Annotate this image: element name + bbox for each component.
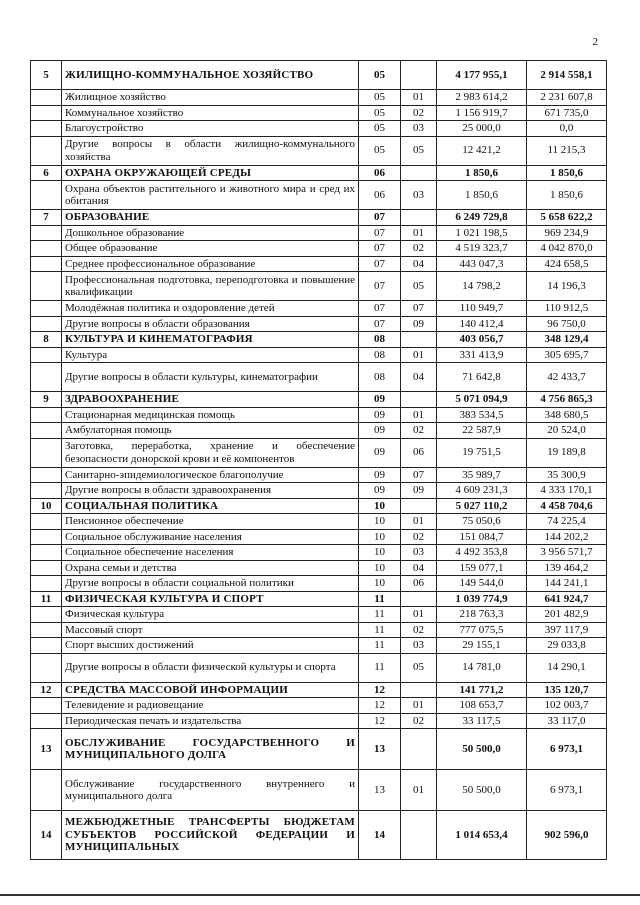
table-row (31, 622, 607, 638)
row-name: Дошкольное образование (62, 225, 359, 241)
row-name: Профессиональная подготовка, переподготовка и повышение квалификации (62, 272, 359, 301)
row-number (31, 241, 62, 257)
subsection-code: 02 (401, 529, 437, 545)
planned-amount: 4 492 353,8 (437, 545, 527, 561)
row-name: Охрана объектов растительного и животного мира и сред их обитания (62, 181, 359, 210)
table-row (31, 316, 607, 332)
subsection-code (401, 591, 437, 607)
table-row (31, 770, 607, 811)
planned-amount: 108 653,7 (437, 698, 527, 714)
row-name: Пенсионное обеспечение (62, 514, 359, 530)
subsection-code: 03 (401, 545, 437, 561)
row-number (31, 407, 62, 423)
row-number (31, 638, 62, 654)
table-row (31, 638, 607, 654)
row-name: ОБСЛУЖИВАНИЕ ГОСУДАРСТВЕННОГО И МУНИЦИПАЛЬНОГО ДОЛГА (62, 729, 359, 770)
table-row (31, 90, 607, 106)
section-code: 08 (359, 363, 401, 392)
planned-amount: 1 039 774,9 (437, 591, 527, 607)
subsection-code: 01 (401, 770, 437, 811)
row-number (31, 467, 62, 483)
row-number (31, 653, 62, 682)
row-number (31, 529, 62, 545)
row-number (31, 514, 62, 530)
actual-amount: 14 290,1 (527, 653, 607, 682)
subsection-code (401, 682, 437, 698)
section-code: 10 (359, 576, 401, 592)
planned-amount: 443 047,3 (437, 256, 527, 272)
subsection-code (401, 392, 437, 408)
subsection-code: 07 (401, 467, 437, 483)
section-row (31, 811, 607, 860)
planned-amount: 141 771,2 (437, 682, 527, 698)
planned-amount: 35 989,7 (437, 467, 527, 483)
actual-amount: 33 117,0 (527, 713, 607, 729)
row-name: Физическая культура (62, 607, 359, 623)
table-row (31, 529, 607, 545)
row-name: Массовый спорт (62, 622, 359, 638)
row-name: Охрана семьи и детства (62, 560, 359, 576)
section-code: 07 (359, 210, 401, 226)
subsection-code (401, 210, 437, 226)
row-number: 13 (31, 729, 62, 770)
actual-amount: 144 241,1 (527, 576, 607, 592)
row-name: Среднее профессиональное образование (62, 256, 359, 272)
planned-amount: 403 056,7 (437, 332, 527, 348)
section-code: 09 (359, 467, 401, 483)
subsection-code: 01 (401, 225, 437, 241)
subsection-code: 02 (401, 713, 437, 729)
subsection-code: 05 (401, 653, 437, 682)
planned-amount: 149 544,0 (437, 576, 527, 592)
row-number (31, 560, 62, 576)
subsection-code: 05 (401, 272, 437, 301)
row-number (31, 136, 62, 165)
table-row (31, 607, 607, 623)
table-row (31, 438, 607, 467)
table-row (31, 136, 607, 165)
actual-amount: 139 464,2 (527, 560, 607, 576)
actual-amount: 397 117,9 (527, 622, 607, 638)
row-number (31, 607, 62, 623)
subsection-code: 01 (401, 90, 437, 106)
actual-amount: 19 189,8 (527, 438, 607, 467)
actual-amount: 110 912,5 (527, 301, 607, 317)
section-code: 12 (359, 713, 401, 729)
row-name: ЗДРАВООХРАНЕНИЕ (62, 392, 359, 408)
subsection-code: 06 (401, 576, 437, 592)
planned-amount: 5 027 110,2 (437, 498, 527, 514)
row-name: СРЕДСТВА МАССОВОЙ ИНФОРМАЦИИ (62, 682, 359, 698)
row-name: ЖИЛИЩНО-КОММУНАЛЬНОЕ ХОЗЯЙСТВО (62, 61, 359, 90)
section-row (31, 392, 607, 408)
actual-amount: 3 956 571,7 (527, 545, 607, 561)
table-row (31, 560, 607, 576)
section-code: 05 (359, 105, 401, 121)
row-number (31, 181, 62, 210)
section-code: 11 (359, 638, 401, 654)
subsection-code: 02 (401, 241, 437, 257)
row-number (31, 316, 62, 332)
actual-amount: 201 482,9 (527, 607, 607, 623)
actual-amount: 4 333 170,1 (527, 483, 607, 499)
row-name: Молодёжная политика и оздоровление детей (62, 301, 359, 317)
table-row (31, 121, 607, 137)
planned-amount: 33 117,5 (437, 713, 527, 729)
section-code: 14 (359, 811, 401, 860)
section-code: 05 (359, 61, 401, 90)
row-number (31, 576, 62, 592)
section-row (31, 61, 607, 90)
row-name: Жилищное хозяйство (62, 90, 359, 106)
actual-amount: 96 750,0 (527, 316, 607, 332)
subsection-code (401, 332, 437, 348)
planned-amount: 14 798,2 (437, 272, 527, 301)
actual-amount: 29 033,8 (527, 638, 607, 654)
row-number: 7 (31, 210, 62, 226)
section-code: 12 (359, 682, 401, 698)
table-row (31, 105, 607, 121)
row-name: Другие вопросы в области образования (62, 316, 359, 332)
table-row (31, 653, 607, 682)
row-number (31, 483, 62, 499)
subsection-code: 04 (401, 256, 437, 272)
table-row (31, 256, 607, 272)
section-row (31, 332, 607, 348)
section-code: 05 (359, 90, 401, 106)
actual-amount: 102 003,7 (527, 698, 607, 714)
planned-amount: 383 534,5 (437, 407, 527, 423)
section-row (31, 498, 607, 514)
section-code: 09 (359, 438, 401, 467)
row-name: Другие вопросы в области социальной политики (62, 576, 359, 592)
section-code: 05 (359, 136, 401, 165)
row-name: КУЛЬТУРА И КИНЕМАТОГРАФИЯ (62, 332, 359, 348)
section-code: 08 (359, 332, 401, 348)
actual-amount: 671 735,0 (527, 105, 607, 121)
actual-amount: 641 924,7 (527, 591, 607, 607)
section-code: 09 (359, 423, 401, 439)
section-code: 06 (359, 181, 401, 210)
planned-amount: 2 983 614,2 (437, 90, 527, 106)
subsection-code: 01 (401, 607, 437, 623)
planned-amount: 50 500,0 (437, 770, 527, 811)
row-name: МЕЖБЮДЖЕТНЫЕ ТРАНСФЕРТЫ БЮДЖЕТАМ СУБЪЕКТОВ РОССИЙСКОЙ ФЕДЕРАЦИИ И МУНИЦИПАЛЬНЫХ (62, 811, 359, 860)
row-number: 6 (31, 165, 62, 181)
row-name: Санитарно-эпидемиологическое благополучие (62, 467, 359, 483)
section-row (31, 682, 607, 698)
subsection-code: 02 (401, 423, 437, 439)
row-name: Культура (62, 347, 359, 363)
planned-amount: 110 949,7 (437, 301, 527, 317)
section-code: 09 (359, 407, 401, 423)
planned-amount: 159 077,1 (437, 560, 527, 576)
section-code: 13 (359, 729, 401, 770)
row-name: ФИЗИЧЕСКАЯ КУЛЬТУРА И СПОРТ (62, 591, 359, 607)
subsection-code: 04 (401, 363, 437, 392)
subsection-code: 05 (401, 136, 437, 165)
table-row (31, 347, 607, 363)
row-number: 14 (31, 811, 62, 860)
actual-amount: 902 596,0 (527, 811, 607, 860)
subsection-code (401, 498, 437, 514)
planned-amount: 140 412,4 (437, 316, 527, 332)
subsection-code: 04 (401, 560, 437, 576)
row-name: Общее образование (62, 241, 359, 257)
row-number (31, 90, 62, 106)
section-code: 07 (359, 272, 401, 301)
row-name: ОХРАНА ОКРУЖАЮЩЕЙ СРЕДЫ (62, 165, 359, 181)
actual-amount: 74 225,4 (527, 514, 607, 530)
row-number (31, 713, 62, 729)
subsection-code: 09 (401, 483, 437, 499)
row-number (31, 256, 62, 272)
section-code: 10 (359, 514, 401, 530)
section-code: 07 (359, 301, 401, 317)
row-name: ОБРАЗОВАНИЕ (62, 210, 359, 226)
row-name: Коммунальное хозяйство (62, 105, 359, 121)
budget-table-body (31, 61, 607, 860)
table-row (31, 363, 607, 392)
row-name: Спорт высших достижений (62, 638, 359, 654)
planned-amount: 12 421,2 (437, 136, 527, 165)
subsection-code: 02 (401, 622, 437, 638)
table-row (31, 467, 607, 483)
section-code: 09 (359, 483, 401, 499)
row-name: Другие вопросы в области культуры, кинематографии (62, 363, 359, 392)
planned-amount: 14 781,0 (437, 653, 527, 682)
subsection-code: 03 (401, 638, 437, 654)
row-name: Заготовка, переработка, хранение и обеспечение безопасности донорской крови и её компонентов (62, 438, 359, 467)
section-code: 07 (359, 256, 401, 272)
row-number: 9 (31, 392, 62, 408)
subsection-code: 01 (401, 407, 437, 423)
section-row (31, 165, 607, 181)
actual-amount: 1 850,6 (527, 165, 607, 181)
planned-amount: 1 850,6 (437, 181, 527, 210)
actual-amount: 144 202,2 (527, 529, 607, 545)
row-number (31, 347, 62, 363)
row-name: Социальное обеспечение населения (62, 545, 359, 561)
row-number (31, 698, 62, 714)
table-row (31, 713, 607, 729)
subsection-code: 03 (401, 121, 437, 137)
section-row (31, 591, 607, 607)
planned-amount: 19 751,5 (437, 438, 527, 467)
planned-amount: 4 609 231,3 (437, 483, 527, 499)
row-name: Амбулаторная помощь (62, 423, 359, 439)
page-number: 2 (592, 36, 598, 48)
section-code: 07 (359, 241, 401, 257)
row-number: 12 (31, 682, 62, 698)
row-name: Обслуживание государственного внутреннего и муниципального долга (62, 770, 359, 811)
row-name: Социальное обслуживание населения (62, 529, 359, 545)
actual-amount: 6 973,1 (527, 729, 607, 770)
actual-amount: 1 850,6 (527, 181, 607, 210)
actual-amount: 969 234,9 (527, 225, 607, 241)
planned-amount: 22 587,9 (437, 423, 527, 439)
planned-amount: 1 156 919,7 (437, 105, 527, 121)
planned-amount: 1 850,6 (437, 165, 527, 181)
row-number: 5 (31, 61, 62, 90)
table-row (31, 698, 607, 714)
planned-amount: 5 071 094,9 (437, 392, 527, 408)
section-code: 09 (359, 392, 401, 408)
actual-amount: 11 215,3 (527, 136, 607, 165)
section-code: 07 (359, 316, 401, 332)
planned-amount: 71 642,8 (437, 363, 527, 392)
actual-amount: 2 914 558,1 (527, 61, 607, 90)
row-number: 10 (31, 498, 62, 514)
row-name: Другие вопросы в области жилищно-коммунального хозяйства (62, 136, 359, 165)
row-number (31, 770, 62, 811)
table-row (31, 514, 607, 530)
actual-amount: 348 680,5 (527, 407, 607, 423)
row-name: СОЦИАЛЬНАЯ ПОЛИТИКА (62, 498, 359, 514)
row-name: Другие вопросы в области здравоохранения (62, 483, 359, 499)
row-number (31, 545, 62, 561)
actual-amount: 4 756 865,3 (527, 392, 607, 408)
row-number (31, 622, 62, 638)
section-row (31, 210, 607, 226)
actual-amount: 5 658 622,2 (527, 210, 607, 226)
subsection-code: 07 (401, 301, 437, 317)
planned-amount: 777 075,5 (437, 622, 527, 638)
row-number (31, 423, 62, 439)
row-name: Другие вопросы в области физической культуры и спорта (62, 653, 359, 682)
table-row (31, 181, 607, 210)
section-code: 10 (359, 529, 401, 545)
planned-amount: 218 763,3 (437, 607, 527, 623)
section-code: 11 (359, 622, 401, 638)
section-code: 11 (359, 653, 401, 682)
actual-amount: 35 300,9 (527, 467, 607, 483)
section-code: 05 (359, 121, 401, 137)
table-row (31, 545, 607, 561)
row-name: Телевидение и радиовещание (62, 698, 359, 714)
subsection-code: 01 (401, 347, 437, 363)
actual-amount: 2 231 607,8 (527, 90, 607, 106)
table-row (31, 483, 607, 499)
row-number (31, 363, 62, 392)
row-number (31, 272, 62, 301)
table-row (31, 225, 607, 241)
subsection-code: 09 (401, 316, 437, 332)
subsection-code (401, 729, 437, 770)
planned-amount: 1 021 198,5 (437, 225, 527, 241)
row-number (31, 438, 62, 467)
table-row (31, 576, 607, 592)
actual-amount: 20 524,0 (527, 423, 607, 439)
planned-amount: 4 519 323,7 (437, 241, 527, 257)
table-row (31, 272, 607, 301)
subsection-code: 06 (401, 438, 437, 467)
subsection-code: 01 (401, 514, 437, 530)
actual-amount: 305 695,7 (527, 347, 607, 363)
actual-amount: 4 042 870,0 (527, 241, 607, 257)
section-code: 10 (359, 560, 401, 576)
planned-amount: 1 014 653,4 (437, 811, 527, 860)
page-bottom-rule (0, 894, 640, 896)
row-name: Периодическая печать и издательства (62, 713, 359, 729)
row-name: Благоустройство (62, 121, 359, 137)
row-number (31, 225, 62, 241)
subsection-code: 02 (401, 105, 437, 121)
section-code: 06 (359, 165, 401, 181)
row-number (31, 105, 62, 121)
table-row (31, 423, 607, 439)
section-code: 10 (359, 498, 401, 514)
row-name: Стационарная медицинская помощь (62, 407, 359, 423)
row-number (31, 121, 62, 137)
table-row (31, 241, 607, 257)
planned-amount: 6 249 729,8 (437, 210, 527, 226)
planned-amount: 29 155,1 (437, 638, 527, 654)
section-code: 10 (359, 545, 401, 561)
planned-amount: 75 050,6 (437, 514, 527, 530)
actual-amount: 348 129,4 (527, 332, 607, 348)
table-row (31, 301, 607, 317)
planned-amount: 4 177 955,1 (437, 61, 527, 90)
row-number: 8 (31, 332, 62, 348)
planned-amount: 151 084,7 (437, 529, 527, 545)
row-number: 11 (31, 591, 62, 607)
subsection-code: 03 (401, 181, 437, 210)
budget-table (30, 60, 607, 860)
actual-amount: 6 973,1 (527, 770, 607, 811)
actual-amount: 4 458 704,6 (527, 498, 607, 514)
row-number (31, 301, 62, 317)
subsection-code (401, 165, 437, 181)
actual-amount: 0,0 (527, 121, 607, 137)
section-code: 13 (359, 770, 401, 811)
subsection-code: 01 (401, 698, 437, 714)
subsection-code (401, 811, 437, 860)
actual-amount: 42 433,7 (527, 363, 607, 392)
actual-amount: 14 196,3 (527, 272, 607, 301)
section-code: 11 (359, 591, 401, 607)
planned-amount: 25 000,0 (437, 121, 527, 137)
table-row (31, 407, 607, 423)
subsection-code (401, 61, 437, 90)
section-code: 12 (359, 698, 401, 714)
planned-amount: 331 413,9 (437, 347, 527, 363)
section-code: 08 (359, 347, 401, 363)
section-row (31, 729, 607, 770)
actual-amount: 135 120,7 (527, 682, 607, 698)
planned-amount: 50 500,0 (437, 729, 527, 770)
actual-amount: 424 658,5 (527, 256, 607, 272)
section-code: 11 (359, 607, 401, 623)
section-code: 07 (359, 225, 401, 241)
